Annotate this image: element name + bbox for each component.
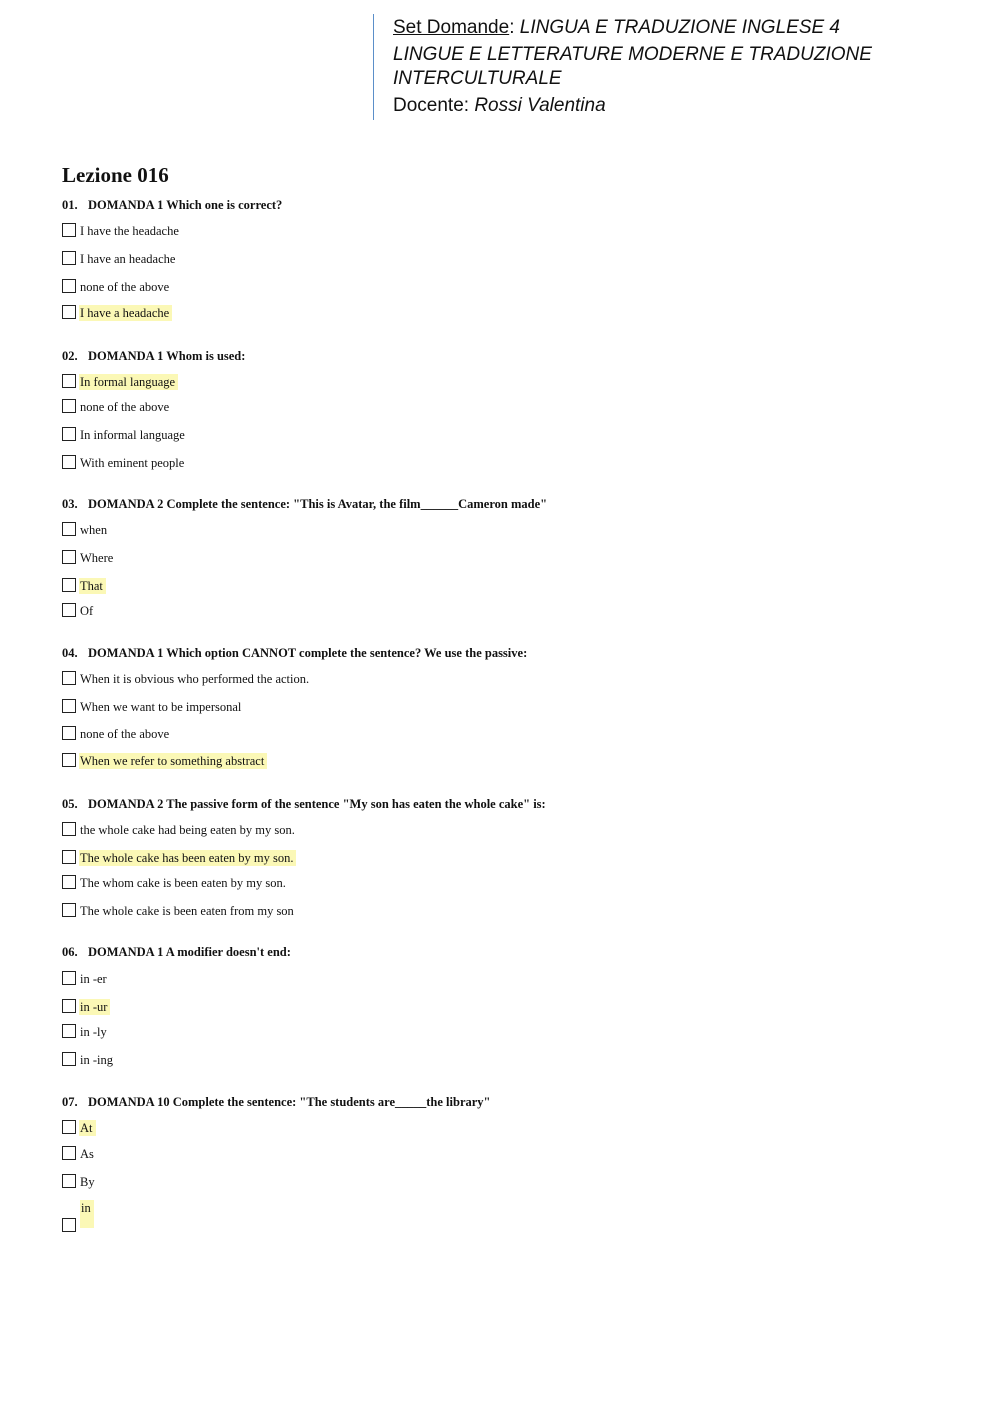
option-text: none of the above (80, 727, 170, 741)
question-text: DOMANDA 2 The passive form of the sentence "My son has eaten the whole cake" is: (88, 797, 546, 811)
answer-option[interactable] (62, 521, 110, 539)
question-number: 05. (62, 797, 78, 811)
answer-option[interactable] (62, 698, 244, 716)
checkbox[interactable] (62, 251, 76, 265)
answer-option[interactable] (62, 874, 289, 892)
docente-line (393, 94, 953, 118)
checkbox[interactable] (62, 1146, 76, 1160)
checkbox[interactable] (62, 550, 76, 564)
question-5 (62, 796, 546, 812)
answer-option[interactable] (62, 1051, 116, 1069)
answer-option[interactable] (62, 549, 116, 567)
question-4 (62, 645, 527, 661)
question-text: DOMANDA 1 Which one is correct? (88, 198, 283, 212)
option-text: Of (80, 604, 94, 618)
highlighted-option-text: The whole cake has been eaten by my son. (79, 850, 296, 866)
course-name: LINGUA E TRADUZIONE INGLESE 4 (519, 17, 841, 38)
answer-option[interactable] (62, 250, 178, 268)
option-text: When we want to be impersonal (80, 700, 242, 714)
answer-option[interactable] (62, 577, 106, 595)
answer-option[interactable] (62, 725, 172, 743)
question-text: DOMANDA 1 Which option CANNOT complete the sentence? We use the passive: (88, 646, 528, 660)
checkbox[interactable] (62, 279, 76, 293)
checkbox[interactable] (62, 903, 76, 917)
question-6 (62, 944, 291, 960)
checkbox[interactable] (62, 671, 76, 685)
option-text: when (80, 523, 108, 537)
option-text: none of the above (80, 280, 170, 294)
highlighted-option-text: At (79, 1120, 96, 1136)
answer-option[interactable] (62, 849, 296, 867)
option-text: Where (80, 551, 114, 565)
checkbox[interactable] (62, 726, 76, 740)
highlighted-option-text: When we refer to something abstract (79, 753, 267, 769)
answer-option[interactable] (62, 1119, 96, 1137)
header-text-block (393, 16, 953, 118)
checkbox[interactable] (62, 875, 76, 889)
option-text: the whole cake had being eaten by my son. (80, 823, 295, 837)
checkbox[interactable] (62, 455, 76, 469)
set-title-line: Set Domande: LINGUA E TRADUZIONE INGLESE 4 (393, 17, 841, 38)
answer-option[interactable] (62, 970, 110, 988)
checkbox[interactable] (62, 1174, 76, 1188)
answer-option[interactable] (62, 670, 312, 688)
document-header (373, 14, 974, 120)
checkbox[interactable] (62, 999, 76, 1013)
lesson-title: Lezione 016 (62, 163, 169, 187)
checkbox[interactable] (62, 522, 76, 536)
checkbox[interactable] (62, 603, 76, 617)
answer-option[interactable] (62, 304, 172, 322)
answer-option[interactable] (62, 222, 182, 240)
answer-option[interactable] (62, 278, 172, 296)
checkbox[interactable] (62, 1120, 76, 1134)
checkbox[interactable] (62, 578, 76, 592)
checkbox[interactable] (62, 1052, 76, 1066)
checkbox[interactable] (62, 753, 76, 767)
answer-option[interactable] (62, 1173, 98, 1191)
answer-option[interactable] (62, 398, 172, 416)
question-7 (62, 1094, 491, 1110)
degree-line-2: INTERCULTURALE (393, 68, 562, 89)
answer-option[interactable] (62, 1145, 97, 1163)
question-number: 03. (62, 497, 78, 511)
question-number: 04. (62, 646, 78, 660)
highlighted-option-text: In formal language (79, 374, 178, 390)
option-text: In informal language (80, 428, 185, 442)
question-text: DOMANDA 2 Complete the sentence: "This is Avatar, the film______Cameron made" (88, 497, 548, 511)
highlighted-option-text: in -ur (79, 999, 110, 1015)
answer-option[interactable] (62, 426, 188, 444)
highlighted-option-text: That (79, 578, 106, 594)
checkbox[interactable] (62, 223, 76, 237)
answer-option[interactable] (62, 821, 298, 839)
question-number: 06. (62, 945, 78, 959)
highlighted-option-text: in (80, 1200, 94, 1228)
answer-option[interactable] (62, 902, 297, 920)
highlighted-option-text: I have a headache (79, 305, 172, 321)
checkbox[interactable] (62, 971, 76, 985)
answer-option[interactable] (62, 454, 187, 472)
checkbox[interactable] (62, 427, 76, 441)
option-text: The whom cake is been eaten by my son. (80, 876, 286, 890)
checkbox[interactable] (62, 850, 76, 864)
option-text: I have the headache (80, 224, 179, 238)
question-3 (62, 496, 547, 512)
docente-label: Docente: (393, 95, 470, 116)
answer-option[interactable] (62, 373, 178, 391)
answer-option[interactable] (62, 1023, 110, 1041)
question-text: DOMANDA 10 Complete the sentence: "The students are_____the library" (88, 1095, 491, 1109)
option-text: The whole cake is been eaten from my son (80, 904, 294, 918)
checkbox[interactable] (62, 1218, 76, 1232)
checkbox[interactable] (62, 699, 76, 713)
question-number: 07. (62, 1095, 78, 1109)
question-2 (62, 348, 245, 364)
answer-option[interactable] (62, 602, 96, 620)
option-text: in -ing (80, 1053, 113, 1067)
option-text: With eminent people (80, 456, 185, 470)
checkbox[interactable] (62, 374, 76, 388)
option-text: in -ly (80, 1025, 107, 1039)
checkbox[interactable] (62, 305, 76, 319)
checkbox[interactable] (62, 822, 76, 836)
option-text: I have an headache (80, 252, 176, 266)
option-text: By (80, 1175, 95, 1189)
docente-name: Rossi Valentina (474, 95, 606, 116)
question-1 (62, 197, 282, 213)
option-text: none of the above (80, 400, 170, 414)
question-text: DOMANDA 1 A modifier doesn't end: (88, 945, 291, 959)
degree-line-1: LINGUE E LETTERATURE MODERNE E TRADUZIONE (393, 44, 872, 65)
option-text: As (80, 1147, 94, 1161)
answer-option[interactable] (62, 752, 267, 770)
checkbox[interactable] (62, 399, 76, 413)
option-text: in -er (80, 972, 107, 986)
question-text: DOMANDA 1 Whom is used: (88, 349, 246, 363)
answer-option[interactable] (62, 998, 110, 1016)
option-text: When it is obvious who performed the action. (80, 672, 310, 686)
set-label: Set Domande (393, 17, 510, 38)
checkbox[interactable] (62, 1024, 76, 1038)
question-number: 02. (62, 349, 78, 363)
question-number: 01. (62, 198, 78, 212)
